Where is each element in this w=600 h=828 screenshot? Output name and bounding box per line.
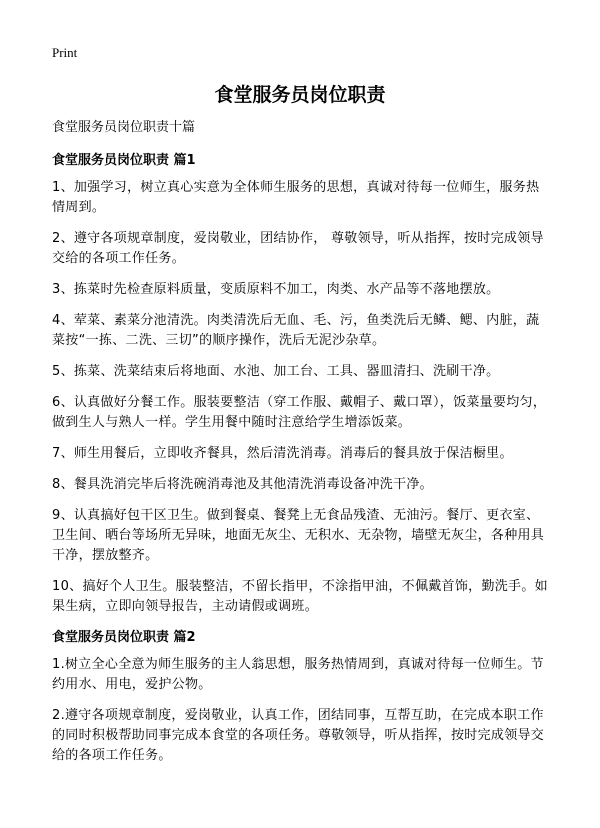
section-1	[52, 151, 552, 617]
paragraph: 3、拣菜时先检查原料质量，变质原料不加工，肉类、水产品等不落地摆放。	[52, 282, 500, 297]
document-body	[52, 118, 552, 777]
section-heading: 食堂服务员岗位职责 篇1	[52, 153, 196, 168]
paragraph: 1、加强学习，树立真心实意为全体师生服务的思想，真诚对待每一位师生，服务热情周到。	[52, 180, 540, 215]
section-2	[52, 628, 552, 766]
paragraph: 2.遵守各项规章制度，爱岗敬业，认真工作，团结同事，互帮互助，在完成本职工作的同时积极帮助同事完成本食堂的各项任务。尊敬领导，听从指挥，按时完成领导交给的各项工作任务。	[52, 708, 545, 763]
paragraph: 6、认真做好分餐工作。服装要整洁（穿工作服、戴帽子、戴口罩），饭菜量要均匀，做到生人与熟人一样。学生用餐中随时注意给学生增添饭菜。	[52, 395, 547, 430]
print-label: Print	[52, 45, 78, 60]
paragraph: 8、餐具洗消完毕后将洗碗消毒池及其他清洗消毒设备冲洗干净。	[52, 477, 433, 492]
paragraph: 7、师生用餐后，立即收齐餐具，然后清洗消毒。消毒后的餐具放于保洁橱里。	[52, 446, 513, 461]
page-title: 食堂服务员岗位职责	[214, 84, 386, 106]
section-heading: 食堂服务员岗位职责 篇2	[52, 630, 196, 645]
document-subtitle: 食堂服务员岗位职责十篇	[52, 120, 196, 135]
paragraph: 10、搞好个人卫生。服装整洁，不留长指甲，不涂指甲油，不佩戴首饰，勤洗手。如果生病，立即向领导报告，主动请假或调班。	[52, 579, 548, 614]
paragraph: 1.树立全心全意为师生服务的主人翁思想，服务热情周到，真诚对待每一位师生。节约用水、用电，爱护公物。	[52, 657, 544, 692]
paragraph: 4、荤菜、素菜分池清洗。肉类清洗后无血、毛、污，鱼类洗后无鳞、鳃、内脏，蔬菜按“一拣、二洗、三切”的顺序操作，洗后无泥沙杂草。	[52, 313, 540, 348]
paragraph: 2、遵守各项规章制度，爱岗敬业，团结协作， 尊敬领导，听从指挥，按时完成领导交给的各项工作任务。	[52, 231, 544, 266]
paragraph: 5、拣菜、洗菜结束后将地面、水池、加工台、工具、器皿清扫、洗刷干净。	[52, 364, 500, 379]
paragraph: 9、认真搞好包干区卫生。做到餐桌、餐凳上无食品残渣、无油污。餐厅、更衣室、卫生间、晒台等场所无异味，地面无灰尘、无积水、无杂物，墙壁无灰尘，各种用具干净，摆放整齐。	[52, 508, 545, 563]
